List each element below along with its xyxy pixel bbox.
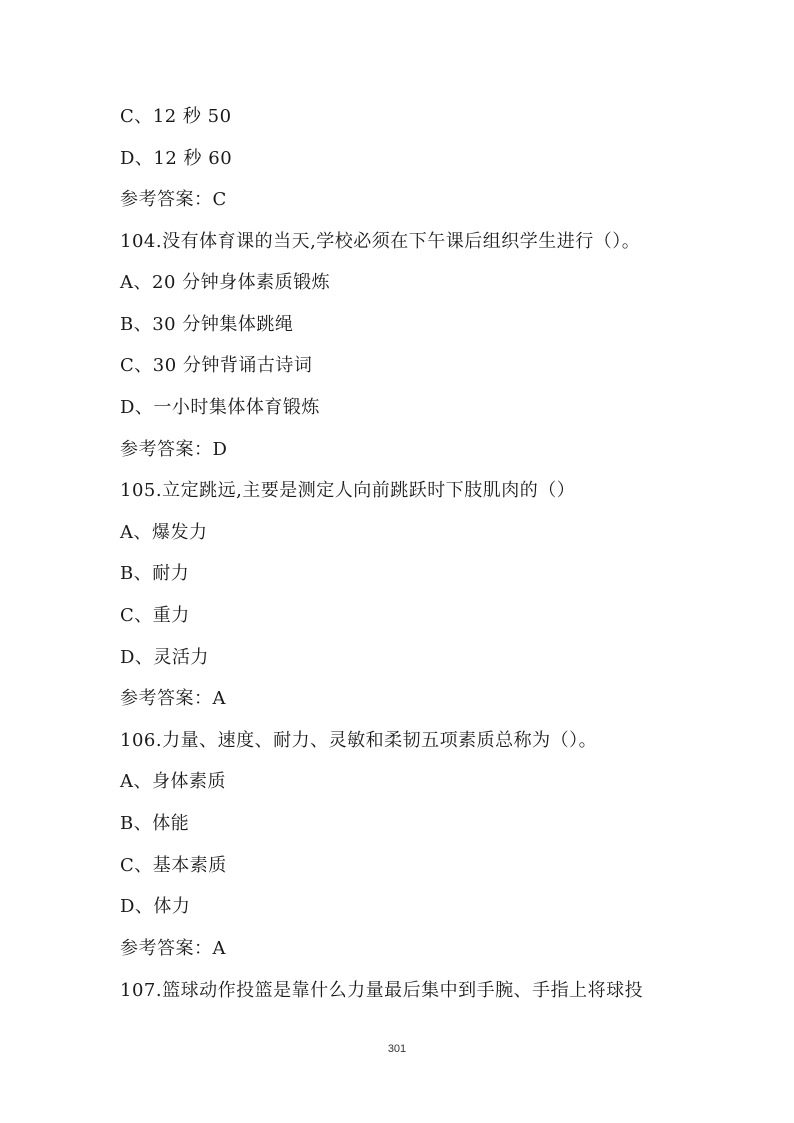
question-107: 107.篮球动作投篮是靠什么力量最后集中到手腕、手指上将球投 xyxy=(120,980,644,1001)
answer-q106: 参考答案：A xyxy=(120,938,226,959)
option-d-q106: D、体力 xyxy=(120,896,191,917)
answer-q105: 参考答案：A xyxy=(120,688,226,709)
option-b-q104: B、30 分钟集体跳绳 xyxy=(120,314,294,335)
question-105: 105.立定跳远,主要是测定人向前跳跃时下肢肌肉的（） xyxy=(120,480,576,501)
option-b-q105: B、耐力 xyxy=(120,563,190,584)
option-d-q104: D、一小时集体体育锻炼 xyxy=(120,397,320,418)
answer-q104: 参考答案：D xyxy=(120,439,228,460)
option-c-q105: C、重力 xyxy=(120,605,190,626)
option-a-q105: A、爆发力 xyxy=(120,522,208,543)
question-104: 104.没有体育课的当天,学校必须在下午课后组织学生进行（）。 xyxy=(120,231,641,252)
option-a-q106: A、身体素质 xyxy=(120,771,226,792)
option-c-q104: C、30 分钟背诵古诗词 xyxy=(120,355,313,376)
page-number: 301 xyxy=(387,1043,407,1055)
option-d-q103: D、12 秒 60 xyxy=(120,148,233,169)
option-b-q106: B、体能 xyxy=(120,813,190,834)
option-d-q105: D、灵活力 xyxy=(120,647,209,668)
answer-q103: 参考答案：C xyxy=(120,189,227,210)
option-a-q104: A、20 分钟身体素质锻炼 xyxy=(120,272,331,293)
question-106: 106.力量、速度、耐力、灵敏和柔韧五项素质总称为（）。 xyxy=(120,730,598,751)
option-c-q106: C、基本素质 xyxy=(120,855,227,876)
option-c-q103: C、12 秒 50 xyxy=(120,106,232,127)
